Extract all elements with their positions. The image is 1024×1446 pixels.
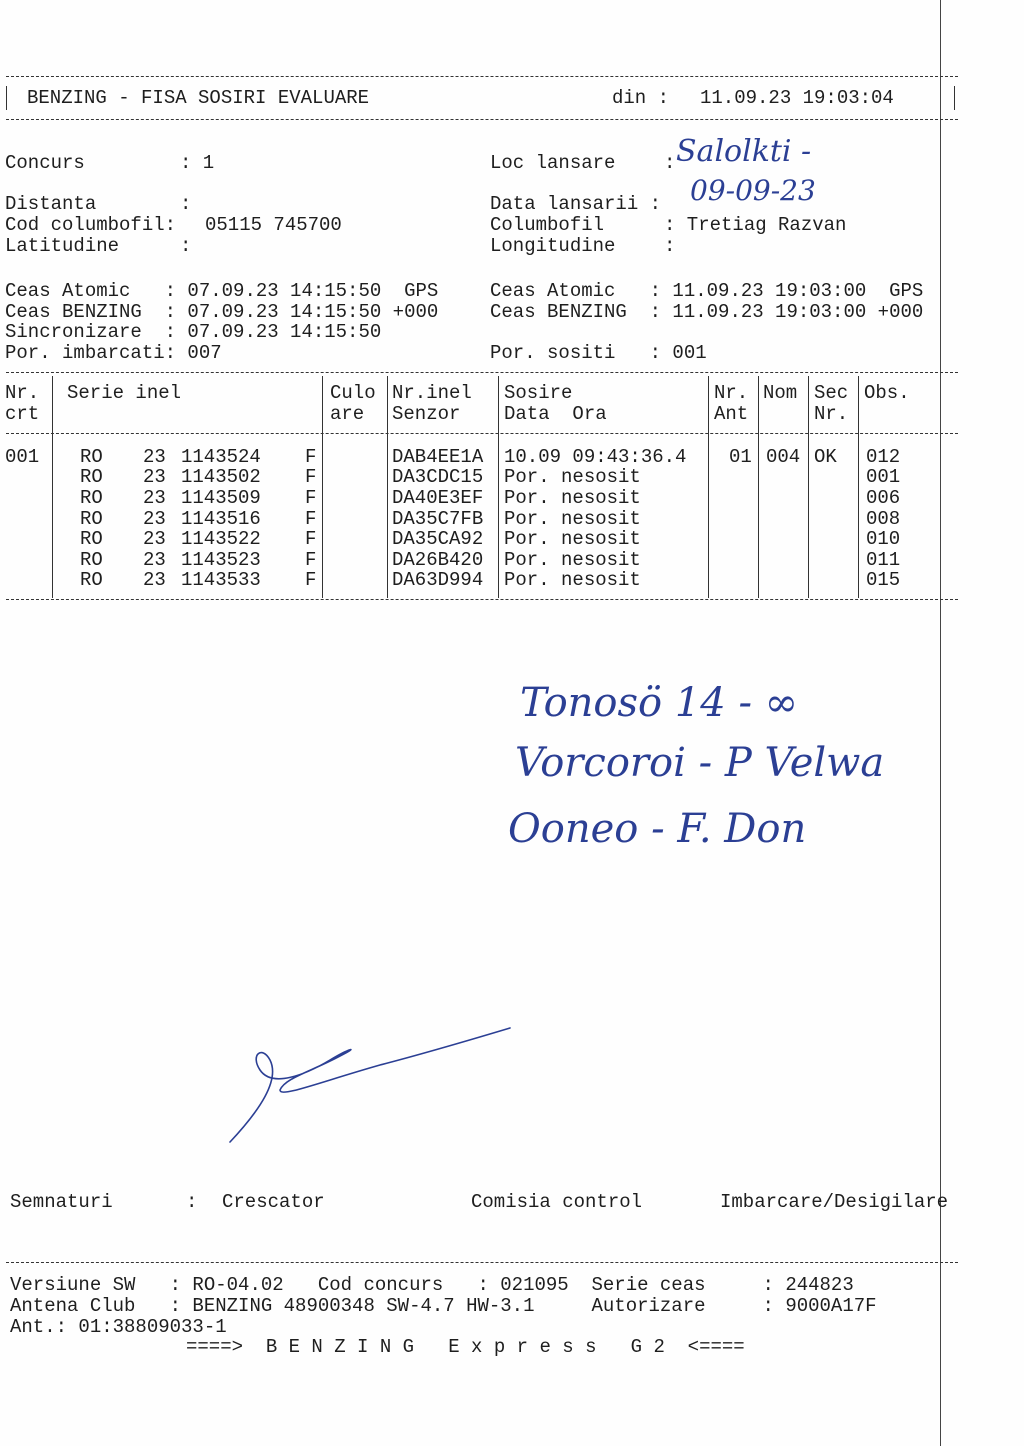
cell-sex: F	[305, 487, 317, 509]
header-din-label: din :	[612, 87, 670, 109]
header-crt: crt	[5, 403, 40, 425]
footer-ant-line: Ant.: 01:38809033-1	[10, 1316, 227, 1338]
cell-country: RO	[80, 466, 103, 488]
columbofil-label: Columbofil	[490, 214, 605, 236]
clock-benzing-end: Ceas BENZING : 11.09.23 19:03:00 +000	[490, 301, 924, 323]
header-nom: Nom	[763, 382, 798, 404]
cell-obs: 008	[866, 508, 901, 530]
cell-sex: F	[305, 528, 317, 550]
cell-year: 23	[143, 528, 166, 550]
header-senzor: Senzor	[392, 403, 461, 425]
header-sosire: Sosire	[504, 382, 573, 404]
clock-sync: Sincronizare : 07.09.23 14:15:50	[5, 321, 382, 343]
header-are: are	[330, 403, 365, 425]
cell-obs: 012	[866, 446, 901, 468]
cell-arrival: Por. nesosit	[504, 466, 641, 488]
header-obs: Obs.	[864, 382, 910, 404]
cell-arrival: Por. nesosit	[504, 487, 641, 509]
signatures-colon: :	[186, 1191, 198, 1213]
columbofil-value: : Tretiag Razvan	[664, 214, 847, 236]
loc-lansare-colon: :	[664, 152, 676, 174]
table-row	[0, 570, 1024, 591]
header-bottom-rule	[6, 119, 958, 120]
latitudine-label: Latitudine	[5, 235, 120, 257]
cell-chip: DAB4EE1A	[392, 446, 484, 468]
clock-atomic-start: Ceas Atomic : 07.09.23 14:15:50 GPS	[5, 280, 439, 302]
signature-comisia-control: Comisia control	[471, 1191, 643, 1213]
cell-country: RO	[80, 528, 103, 550]
header-sec-nr: Nr.	[814, 403, 849, 425]
cell-chip: DA63D994	[392, 569, 484, 591]
cell-country: RO	[80, 508, 103, 530]
cell-year: 23	[143, 569, 166, 591]
cell-year: 23	[143, 466, 166, 488]
cell-ring: 1143509	[181, 487, 261, 509]
cell-ring: 1143522	[181, 528, 261, 550]
cell-sex: F	[305, 446, 317, 468]
table-row	[0, 467, 1024, 488]
longitudine-value: :	[664, 235, 676, 257]
cod-columbofil-value: 05115 745700	[205, 214, 342, 236]
scan-edge-line	[940, 0, 941, 1446]
pigeons-boarded: Por. imbarcati: 007	[5, 342, 222, 364]
header-nr-ant: Nr.	[714, 382, 749, 404]
cell-year: 23	[143, 549, 166, 571]
loc-lansare-label: Loc lansare	[490, 152, 616, 174]
footer-version-line: Versiune SW : RO-04.02 Cod concurs : 021095 Serie ceas : 244823	[10, 1274, 854, 1296]
handwritten-note-line: Tonosö 14 - ∞	[520, 680, 798, 726]
header-left-border	[6, 86, 7, 110]
cod-columbofil-label: Cod columbofil:	[5, 214, 177, 236]
cell-chip: DA35CA92	[392, 528, 484, 550]
cell-country: RO	[80, 549, 103, 571]
table-row	[0, 509, 1024, 530]
signature-crescator: Crescator	[222, 1191, 325, 1213]
cell-country: RO	[80, 487, 103, 509]
handwritten-note-line: Vorcoroi - P Velwa	[515, 740, 885, 786]
header-nr-inel: Nr.inel	[392, 382, 472, 404]
concurs-value: : 1	[180, 152, 215, 174]
distanta-label: Distanta	[5, 193, 97, 215]
cell-year: 23	[143, 446, 166, 468]
header-nr: Nr.	[5, 382, 40, 404]
table-row	[0, 550, 1024, 571]
cell-arrival: Por. nesosit	[504, 508, 641, 530]
signatures-label: Semnaturi	[10, 1191, 113, 1213]
cell-country: RO	[80, 569, 103, 591]
cell-obs: 015	[866, 569, 901, 591]
cell-obs: 001	[866, 466, 901, 488]
document-title: BENZING - FISA SOSIRI EVALUARE	[27, 87, 370, 109]
footer-rule	[6, 1262, 958, 1263]
cell-ring: 1143502	[181, 466, 261, 488]
loc-lansare-handwritten: Salolkti -	[676, 134, 812, 169]
longitudine-label: Longitudine	[490, 235, 616, 257]
cell-arrival: Por. nesosit	[504, 528, 641, 550]
table-header-rule	[6, 433, 958, 434]
header-din-value: 11.09.23 19:03:04	[700, 87, 894, 109]
signature-imbarcare: Imbarcare/Desigilare	[720, 1191, 949, 1213]
handwritten-signature	[210, 1020, 520, 1150]
cell-nr: 001	[5, 446, 40, 468]
cell-chip: DA26B420	[392, 549, 484, 571]
cell-ring: 1143524	[181, 446, 261, 468]
header-ant: Ant	[714, 403, 749, 425]
cell-ant: 01	[729, 446, 752, 468]
table-row	[0, 529, 1024, 550]
table-top-rule	[6, 372, 958, 373]
cell-sex: F	[305, 466, 317, 488]
pigeons-arrived: Por. sositi : 001	[490, 342, 707, 364]
cell-year: 23	[143, 487, 166, 509]
cell-sex: F	[305, 549, 317, 571]
table-row	[0, 447, 1024, 468]
cell-ring: 1143523	[181, 549, 261, 571]
header-right-border	[954, 86, 955, 110]
cell-obs: 011	[866, 549, 901, 571]
cell-arrival: Por. nesosit	[504, 569, 641, 591]
cell-arrival: 10.09 09:43:36.4	[504, 446, 687, 468]
header-top-rule	[6, 76, 958, 77]
cell-chip: DA40E3EF	[392, 487, 484, 509]
distanta-value: :	[180, 193, 192, 215]
cell-ring: 1143516	[181, 508, 261, 530]
header-culo: Culo	[330, 382, 376, 404]
header-serie-inel: Serie inel	[67, 382, 182, 404]
table-bottom-rule	[6, 599, 958, 600]
cell-country: RO	[80, 446, 103, 468]
clock-atomic-end: Ceas Atomic : 11.09.23 19:03:00 GPS	[490, 280, 924, 302]
latitudine-value: :	[180, 235, 192, 257]
footer-brand-line: ====> B E N Z I N G E x p r e s s G 2 <====	[186, 1336, 745, 1358]
cell-obs: 010	[866, 528, 901, 550]
table-row	[0, 488, 1024, 509]
data-lansarii-handwritten: 09-09-23	[690, 174, 816, 207]
handwritten-note-line: Ooneo - F. Don	[508, 806, 807, 852]
header-data-ora: Data Ora	[504, 403, 607, 425]
cell-ring: 1143533	[181, 569, 261, 591]
cell-arrival: Por. nesosit	[504, 549, 641, 571]
cell-chip: DA35C7FB	[392, 508, 484, 530]
cell-sex: F	[305, 569, 317, 591]
clock-benzing-start: Ceas BENZING : 07.09.23 14:15:50 +000	[5, 301, 439, 323]
footer-antenna-line: Antena Club : BENZING 48900348 SW-4.7 HW-3.1 Autorizare : 9000A17F	[10, 1295, 877, 1317]
cell-obs: 006	[866, 487, 901, 509]
cell-year: 23	[143, 508, 166, 530]
header-sec: Sec	[814, 382, 849, 404]
data-lansarii-label: Data lansarii :	[490, 193, 662, 215]
cell-nom: 004	[766, 446, 801, 468]
cell-chip: DA3CDC15	[392, 466, 484, 488]
concurs-label: Concurs	[5, 152, 85, 174]
cell-sec: OK	[814, 446, 837, 468]
cell-sex: F	[305, 508, 317, 530]
